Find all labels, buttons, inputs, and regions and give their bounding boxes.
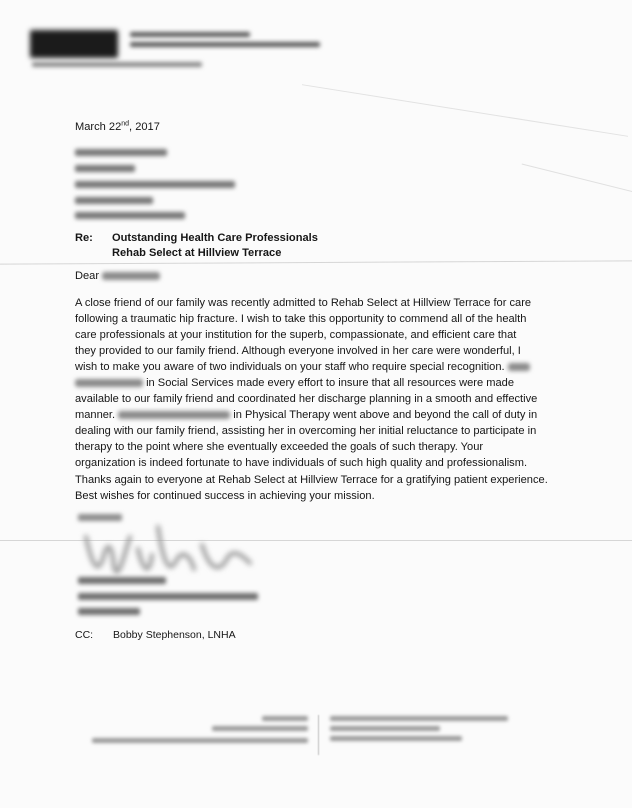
redacted-recipient-name: [102, 272, 160, 280]
body-line: dealing with our family friend, assisting her in overcoming her initial reluctance to participate in: [75, 425, 537, 437]
subject-line-2: Rehab Select at Hillview Terrace: [112, 247, 282, 259]
body-line: they provided to our family friend. Although everyone involved in her care were wonderful, I: [75, 345, 521, 357]
body-line: wish to make you aware of two individuals on your staff who require special recognition.: [75, 359, 530, 375]
body-line: A close friend of our family was recently admitted to Rehab Select at Hillview Terrace for care: [75, 297, 532, 309]
redacted-name: [508, 363, 530, 371]
footer-divider: [318, 715, 319, 755]
closing-line: Thanks again to everyone at Rehab Select at Hillview Terrace for a gratifying patient experience.: [75, 474, 548, 486]
closing-line: Best wishes for continued success in achieving your mission.: [75, 490, 375, 502]
signature-block-line: [78, 608, 140, 615]
redacted-name: [118, 411, 230, 419]
body-line: following a traumatic hip fracture. I wish to take this opportunity to commend all of the health: [75, 313, 527, 325]
letterhead-line: [130, 42, 320, 47]
recipient-address-line: [75, 197, 153, 204]
body-line: in Social Services made every effort to insure that all resources were made: [75, 375, 514, 391]
salutation: Dear: [75, 268, 160, 284]
subject-line-1: Outstanding Health Care Professionals: [112, 232, 318, 244]
footer-line: [330, 726, 440, 731]
footer-line: [330, 716, 508, 721]
cc-name: Bobby Stephenson, LNHA: [113, 629, 236, 641]
footer-line: [330, 736, 462, 741]
letterhead: [30, 22, 390, 72]
letterhead-line: [32, 62, 202, 67]
scan-crease: [302, 84, 628, 137]
letterhead-line: [130, 32, 250, 37]
cc-label: CC:: [75, 629, 94, 641]
footer-line: [212, 726, 308, 731]
recipient-address-line: [75, 149, 167, 156]
body-line: manner. in Physical Therapy went above and beyond the call of duty in: [75, 409, 538, 421]
scan-crease: [522, 163, 632, 193]
footer-line: [92, 738, 308, 743]
recipient-address-line: [75, 181, 235, 188]
subject-label: Re:: [75, 232, 93, 244]
signature-block-line: [78, 577, 166, 584]
body-line: available to our family friend and coordinated her discharge planning in a smooth and effective: [75, 393, 538, 405]
recipient-address-line: [75, 165, 135, 172]
letter-date: March 22nd, 2017: [75, 120, 160, 133]
recipient-address-line: [75, 212, 185, 219]
footer-line: [262, 716, 308, 721]
signature-scribble: [78, 515, 258, 585]
logo: [30, 30, 118, 58]
redacted-name: [75, 379, 143, 387]
body-line: care professionals at your institution for the superb, compassionate, and efficient care that: [75, 329, 517, 341]
body-line: therapy to the point where she eventually exceeded the goals of such therapy. Your: [75, 441, 484, 453]
scan-crease: [0, 260, 632, 264]
body-line: organization is indeed fortunate to have individuals of such high quality and professionalism.: [75, 457, 528, 469]
signature-block-line: [78, 593, 258, 600]
